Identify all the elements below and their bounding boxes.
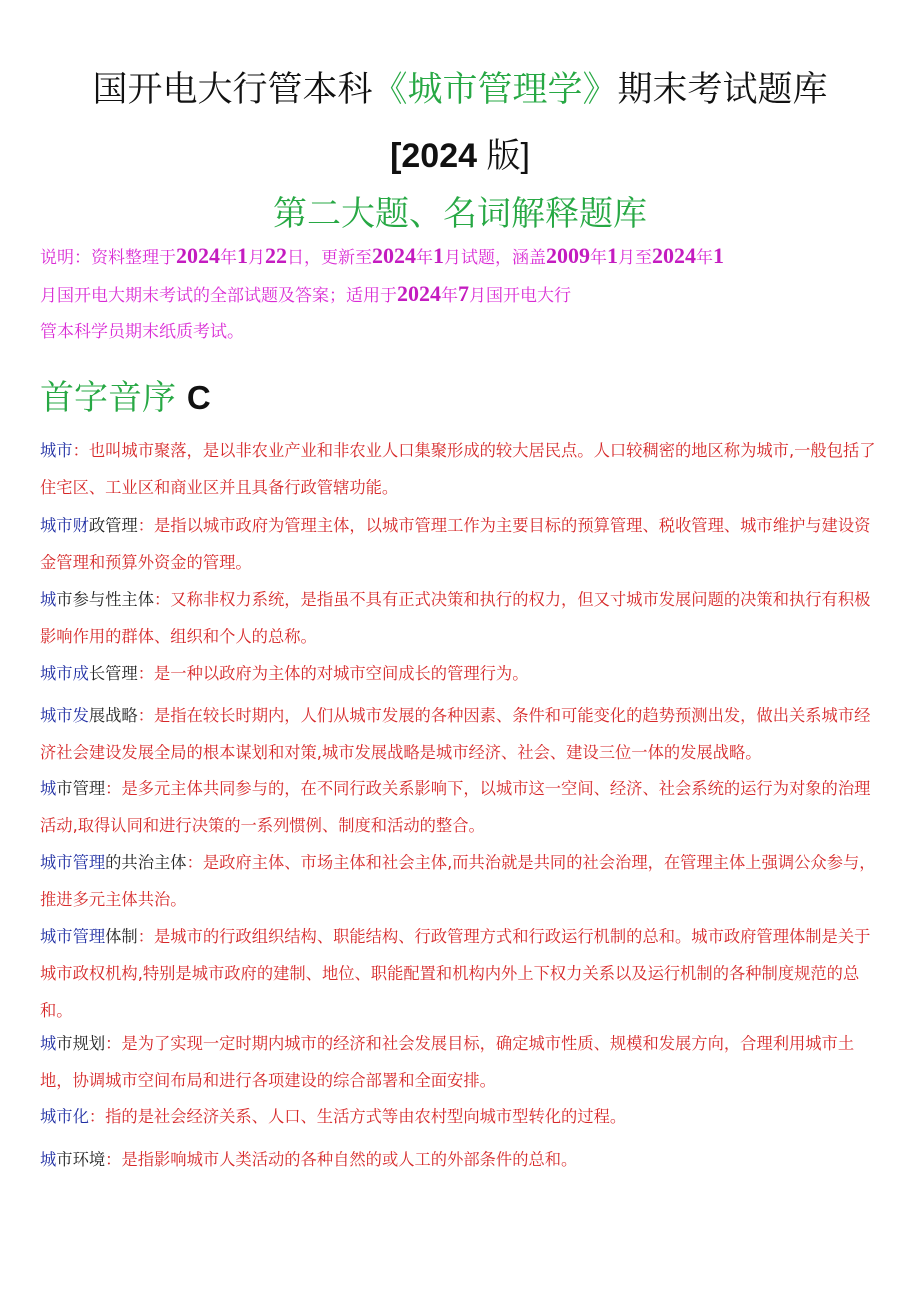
term-name: 城市管理 [40,779,106,798]
term-definition: ：是指以城市政府为管理主体，以城市管理工作为主要目标的预算管理、税收管理、城市维护与建设资金管理和预算外资金的管理。 [40,516,871,572]
term-definition: ：是一种以政府为主体的对城市空间成长的管理行为。 [137,664,529,683]
term-name: 城市化 [40,1107,89,1126]
term-definition: ：是城市的行政组织结构、职能结构、行政管理方式和行政运行机制的总和。城市政府管理体制是关于城市政权机构,特别是城市政府的建制、地位、职能配置和机构内外上下权力关系以及运行机制的各种制度规范的总和。 [40,927,871,1020]
term-name: 城市管理体制 [40,927,138,946]
description-note: 说明：资料整理于2024年1月22日，更新至2024年1月试题，涵盖2009年1月至2024年1 月国开电大期末考试的全部试题及答案；适用于2024年7月国开电大行 管本科学员期末纸质考试。 [40,243,724,342]
term-definition: ：指的是社会经济关系、人口、生活方式等由农村型向城市型转化的过程。 [88,1107,627,1126]
edition-word: 版] [486,137,530,175]
index-letter: C [186,379,211,416]
term-entry [40,507,885,581]
term-entry [40,844,885,918]
term-definition: ：也叫城市聚落，是以非农业产业和非农业人口集聚形成的较大居民点。人口较稠密的地区称为城市,一般包括了住宅区、工业区和商业区并且具备行政管辖功能。 [40,441,876,497]
term-name: 城市成长管理 [40,664,138,683]
term-name: 城市规划 [40,1034,106,1053]
term-entry [40,1025,885,1099]
title-suffix: 期末考试题库 [617,70,828,110]
term-definition: ：是政府主体、市场主体和社会主体,而共治就是共同的社会治理，在管理主体上强调公众参与，推进多元主体共治。 [40,853,876,909]
term-name: 城市参与性主体 [40,590,154,609]
section-title: 第二大题、名词解释题库 [273,194,647,234]
title-prefix: 国开电大行管本科 [92,70,373,110]
term-definition: ：又称非权力系统，是指虽不具有正式决策和执行的权力，但又寸城市发展问题的决策和执行有积极影响作用的群体、组织和个人的总称。 [40,590,871,646]
term-entry [40,1141,885,1178]
term-entry [40,1098,885,1135]
term-name: 城市发展战略 [40,706,138,725]
term-definition: ：是为了实现一定时期内城市的经济和社会发展目标，确定城市性质、规模和发展方向，合理利用城市土地，协调城市空间布局和进行各项建设的综合部署和全面安排。 [40,1034,855,1090]
term-definition: ：是指影响城市人类活动的各种自然的或人工的外部条件的总和。 [105,1150,578,1169]
term-definition: ：是多元主体共同参与的，在不同行政关系影响下，以城市这一空间、经济、社会系统的运行为对象的治理活动,取得认同和进行决策的一系列惯例、制度和活动的整合。 [40,779,871,835]
index-heading [40,370,211,419]
term-definition: ：是指在较长时期内，人们从城市发展的各种因素、条件和可能变化的趋势预测出发，做出关系城市经济社会建设发展全局的根本谋划和对策,城市发展战略是城市经济、社会、建设三位一体的发展战略。 [40,706,871,762]
index-label: 首字音序 [40,378,176,418]
edition-year: [2024 [390,137,478,175]
term-entry [40,581,885,655]
term-entry [40,918,885,1029]
document-title [0,62,920,112]
term-entry [40,697,885,771]
term-name: 城市 [40,441,73,460]
term-entry [40,432,885,506]
term-entry [40,770,885,844]
term-name: 城市环境 [40,1150,106,1169]
edition-label [0,128,920,177]
title-course-name: 《城市管理学》 [372,70,618,110]
term-entry [40,655,885,692]
term-name: 城市管理的共治主体 [40,853,187,872]
term-name: 城市财政管理 [40,516,138,535]
